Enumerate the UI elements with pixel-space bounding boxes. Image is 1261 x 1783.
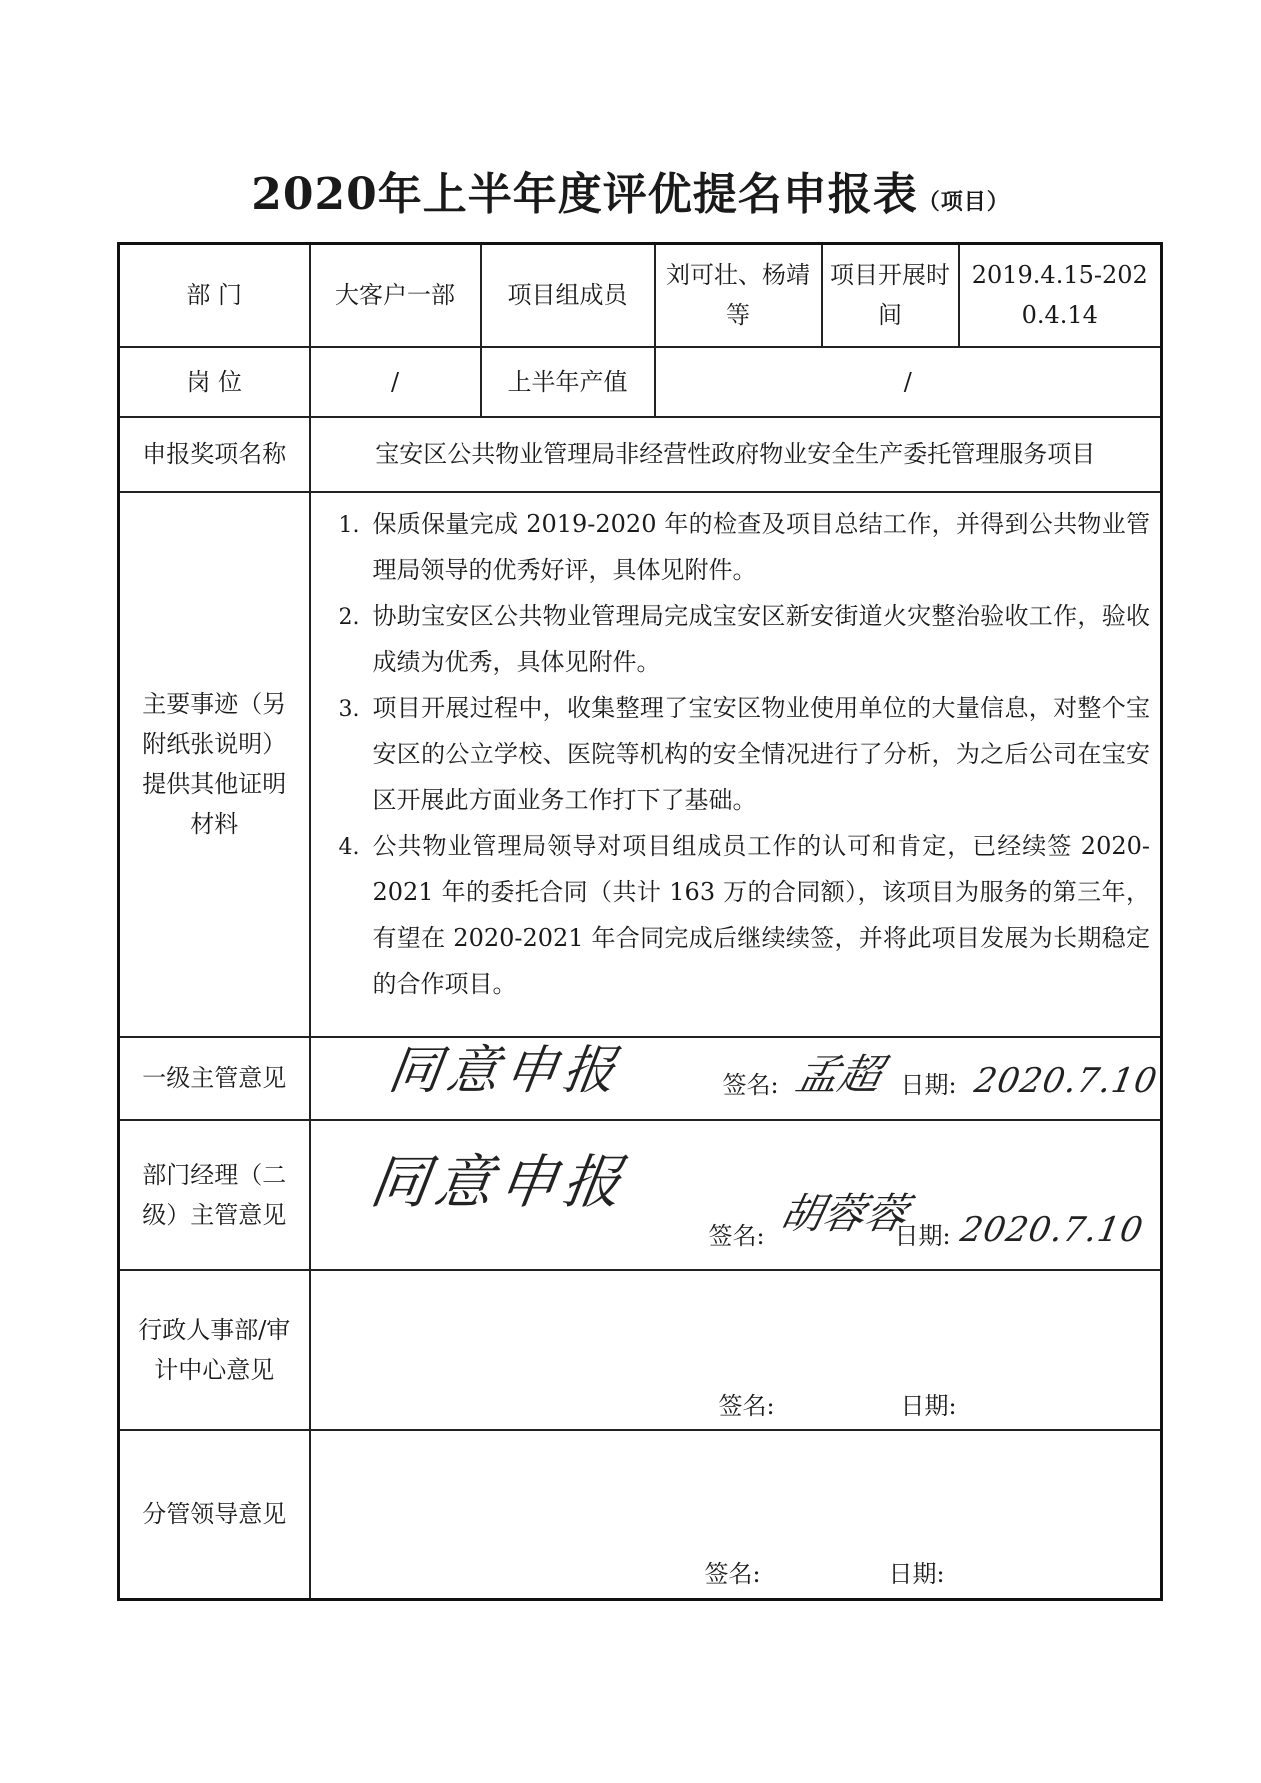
title-main: 2020年上半年度评优提名申报表 <box>251 169 918 220</box>
level1-date-label: 日期: <box>900 1070 957 1099</box>
value-period: 2019.4.15-2020.4.14 <box>959 244 1162 347</box>
label-members: 项目组成员 <box>481 244 655 347</box>
value-output: / <box>655 347 1162 417</box>
level1-comment-handwriting: 同意申报 <box>384 1040 625 1101</box>
page-title <box>0 158 1261 222</box>
label-achievements: 主要事迹（另附纸张说明）提供其他证明材料 <box>119 492 310 1037</box>
level1-sign-label: 签名: <box>722 1070 779 1099</box>
nomination-form <box>117 242 1163 1601</box>
value-award-name: 宝安区公共物业管理局非经营性政府物业安全生产委托管理服务项目 <box>310 417 1162 492</box>
label-award-name: 申报奖项名称 <box>119 417 310 492</box>
label-leader-opinion: 分管领导意见 <box>119 1430 310 1600</box>
achievement-item: 1. 保质保量完成 2019-2020 年的检查及项目总结工作，并得到公共物业管理局领导的优秀好评，具体见附件。 <box>367 501 1151 593</box>
level1-opinion-cell <box>310 1037 1162 1120</box>
level2-signature: 胡蓉蓉 <box>775 1188 912 1238</box>
achievement-item: 4. 公共物业管理局领导对项目组成员工作的认可和肯定，已经续签 2020-2021 年的委托合同（共计 163 万的合同额），该项目为服务的第三年，有望在 2020-2021 年合同完成后继续续签，并将此项目发展为长期稳定的合作项目。 <box>367 823 1151 1007</box>
level2-sign-label: 签名: <box>708 1221 765 1250</box>
label-hr-opinion: 行政人事部/审计中心意见 <box>119 1270 310 1430</box>
title-sub: （项目） <box>917 189 1010 215</box>
leader-sign-label: 签名: <box>704 1559 761 1588</box>
level2-opinion-cell <box>310 1120 1162 1270</box>
label-level2-opinion: 部门经理（二级）主管意见 <box>119 1120 310 1270</box>
value-position: / <box>310 347 481 417</box>
level2-comment-handwriting: 同意申报 <box>365 1147 632 1216</box>
hr-date-label: 日期: <box>900 1391 957 1420</box>
achievement-item: 3. 项目开展过程中，收集整理了宝安区物业使用单位的大量信息，对整个宝安区的公立学校、医院等机构的安全情况进行了分析，为之后公司在宝安区开展此方面业务工作打下了基础。 <box>367 685 1151 823</box>
achievement-item: 2. 协助宝安区公共物业管理局完成宝安区新安街道火灾整治验收工作，验收成绩为优秀，具体见附件。 <box>367 593 1151 685</box>
label-period: 项目开展时间 <box>822 244 959 347</box>
achievements-list <box>321 501 1151 1007</box>
hr-sign-label: 签名: <box>718 1391 775 1420</box>
level2-date-value: 2020.7.10 <box>956 1209 1147 1250</box>
value-department: 大客户一部 <box>310 244 481 347</box>
level1-date-value: 2020.7.10 <box>970 1060 1161 1101</box>
label-output: 上半年产值 <box>481 347 655 417</box>
leader-date-label: 日期: <box>888 1559 945 1588</box>
achievements-cell <box>310 492 1162 1037</box>
hr-opinion-cell <box>310 1270 1162 1430</box>
level2-date-label: 日期: <box>894 1221 951 1250</box>
label-department: 部 门 <box>119 244 310 347</box>
label-position: 岗 位 <box>119 347 310 417</box>
leader-opinion-cell <box>310 1430 1162 1600</box>
value-members: 刘可壮、杨靖等 <box>655 244 822 347</box>
label-level1-opinion: 一级主管意见 <box>119 1037 310 1120</box>
level1-signature: 孟超 <box>791 1049 886 1099</box>
